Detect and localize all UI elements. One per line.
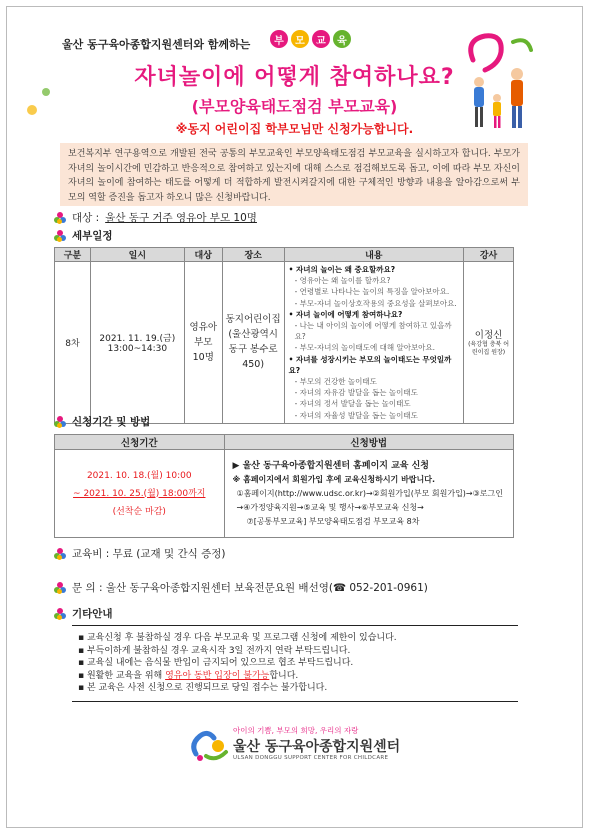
instructor-note: (육강협 충북 어린이집 원장) [468,341,509,357]
column-header: 일시 [90,248,184,262]
content-cell [284,262,464,424]
highlight-text: 영유아 동반 입장이 불가능 [165,670,270,681]
column-header: 신청방법 [224,435,513,450]
other-heading [54,606,113,621]
content-line: • 자녀 놀이에 어떻게 참여하나요? [288,309,403,319]
notice: ※동지 어린이집 학부모님만 신청가능합니다. [175,122,414,136]
date-text: 2021. 11. 19.(금) [99,333,176,344]
column-header: 구분 [55,248,91,262]
period-cell [55,450,225,538]
badge-circle: 육 [333,30,351,48]
method-line: ⑦[공통부모교육] 부모양육태도점검 부모교육 8차 [246,516,420,526]
content-line: - 부모-자녀 놀이상호작용의 중요성을 살펴보아요. [294,298,457,308]
content-line: • 자녀를 성장시키는 부모의 놀이태도는 무엇일까요? [288,354,452,375]
content-line: • 자녀의 놀이는 왜 중요할까요? [288,265,396,274]
method-cell [224,450,513,538]
decorative-shape [20,70,60,130]
flower-icon [54,582,66,594]
content-line: - 나는 내 아이의 놀이에 어떻게 참여하고 있을까요? [294,321,452,342]
method-line: ▶ 울산 동구육아종합지원센터 홈페이지 교육 신청 [232,460,430,471]
instructor-name: 이정신 [474,330,503,342]
content-line: - 자녀의 자유감 발달을 돕는 놀이태도 [294,388,418,398]
place-line: 동구 봉수로 [228,344,278,356]
datetime-cell [90,262,184,424]
place-cell [222,262,284,424]
footer-name: 울산 동구육아종합지원센터 [233,739,401,755]
list-item: ▪ 교육실 내에는 음식물 반입이 금지되어 있으므로 협조 부탁드립니다. [78,657,512,670]
intro-box: 보건복지부 연구용역으로 개발된 전국 공통의 부모교육인 부모양육태도점검 부모교육을 실시하고자 합니다. 부모가 자녀의 놀이시간에 민감하고 반응적으로 참여하고 있는지에 대해 스스로 점검해보도록 돕고, 이에 따라 부모 자신이 자녀의 놀이에 참여하는 태도를 어떻게 더 적합하게 발전시켜갈지에 대한 구체적인 방향과 내용을 알아감으로써 부모의 역할 증진을 돕고자 하오니 많은 신청바랍니다. [60,143,528,206]
place-line: 동지어린이집 [225,314,281,326]
flower-icon [54,608,66,620]
application-table [54,434,514,538]
period-line: (선착순 마감) [112,506,166,517]
column-header: 대상 [184,248,222,262]
audience-line: 영유아 [189,321,218,333]
application-heading [54,414,150,429]
schedule-heading [54,228,113,243]
column-header: 장소 [222,248,284,262]
contact-text: 문 의 : 울산 동구육아종합지원센터 보육전문요원 배선영(☎ 052-201-0961) [72,582,428,594]
other-title: 기타안내 [72,608,113,620]
footer-english: ULSAN DONGGU SUPPORT CENTER FOR CHILDCARE [233,755,389,761]
target-section [54,210,257,225]
period-line: 2021. 10. 18.(월) 10:00 [86,470,192,481]
fee-section [54,546,225,561]
page-subtitle: (부모양육태도점검 부모교육) [191,97,398,116]
content-line: - 영유아는 왜 놀이를 할까요? [294,276,391,286]
column-header: 강사 [464,248,514,262]
place-line: 450) [242,359,265,371]
content-line: - 자녀의 자율성 발달을 돕는 놀이태도 [294,410,418,420]
page-title: 자녀놀이에 어떻게 참여하나요? [134,65,455,90]
place-line: (울산광역시 [228,329,278,341]
org-line: 울산 동구육아종합지원센터와 함께하는 [62,38,251,51]
column-header: 내용 [284,248,464,262]
flower-icon [54,416,66,428]
list-item: ▪ 부득이하게 불참하실 경우 교육시작 3일 전까지 연락 부탁드립니다. [78,645,512,658]
application-title: 신청기간 및 방법 [72,416,151,428]
fee-text: 교육비 : 무료 (교재 및 간식 증정) [72,548,226,560]
time-text: 13:00~14:30 [107,343,168,354]
target-value: 울산 동구 거주 영유아 부모 10명 [105,212,257,224]
family-illustration [455,30,540,140]
method-line: ①홈페이지(http://www.udsc.or.kr)→②회원가입(부모 회원가입)→③로그인 [236,488,503,498]
schedule-table [54,247,514,424]
list-item: ▪ 본 교육은 사전 신청으로 진행되므로 당일 접수는 불가합니다. [78,682,512,695]
badge-circle: 모 [291,30,309,48]
list-item: ▪ 원활한 교육을 위해 영유아 동반 입장이 불가능합니다. [78,670,512,683]
method-line: ※ 홈페이지에서 회원가입 후에 교육신청하시기 바랍니다. [232,474,436,484]
column-header: 신청기간 [55,435,225,450]
other-list [72,625,518,702]
content-line: - 부모의 건강한 놀이태도 [294,377,377,387]
flower-icon [54,230,66,242]
content-line: - 부모-자녀의 놀이태도에 대해 알아보아요. [294,343,436,353]
list-item: ▪ 교육신청 후 불참하실 경우 다음 부모교육 및 프로그램 신청에 제한이 있습니다. [78,632,512,645]
badge-circle: 교 [312,30,330,48]
flower-icon [54,212,66,224]
center-logo-icon [188,726,232,766]
content-line: - 연령별로 나타나는 놀이의 특징을 알아보아요. [294,287,450,297]
content-line: - 자녀의 정서 발달을 돕는 놀이태도 [294,399,411,409]
audience-cell [184,262,222,424]
audience-line: 부모 [194,336,213,348]
badge-circles [270,30,351,48]
period-line: ~ 2021. 10. 25.(월) 18:00까지 [73,488,206,499]
instructor-cell [464,262,514,424]
audience-line: 10명 [192,351,214,363]
badge-circle: 부 [270,30,288,48]
schedule-title: 세부일정 [72,230,113,242]
session-cell: 8차 [55,262,91,424]
target-label: 대상 : [72,212,100,224]
contact-section [54,580,428,595]
method-line: →④가정양육지원→⑤교육 및 행사→⑥부모교육 신청→ [236,502,424,512]
flower-icon [54,548,66,560]
footer-tagline: 아이의 기쁨, 부모의 희망, 우리의 자랑 [233,726,359,735]
